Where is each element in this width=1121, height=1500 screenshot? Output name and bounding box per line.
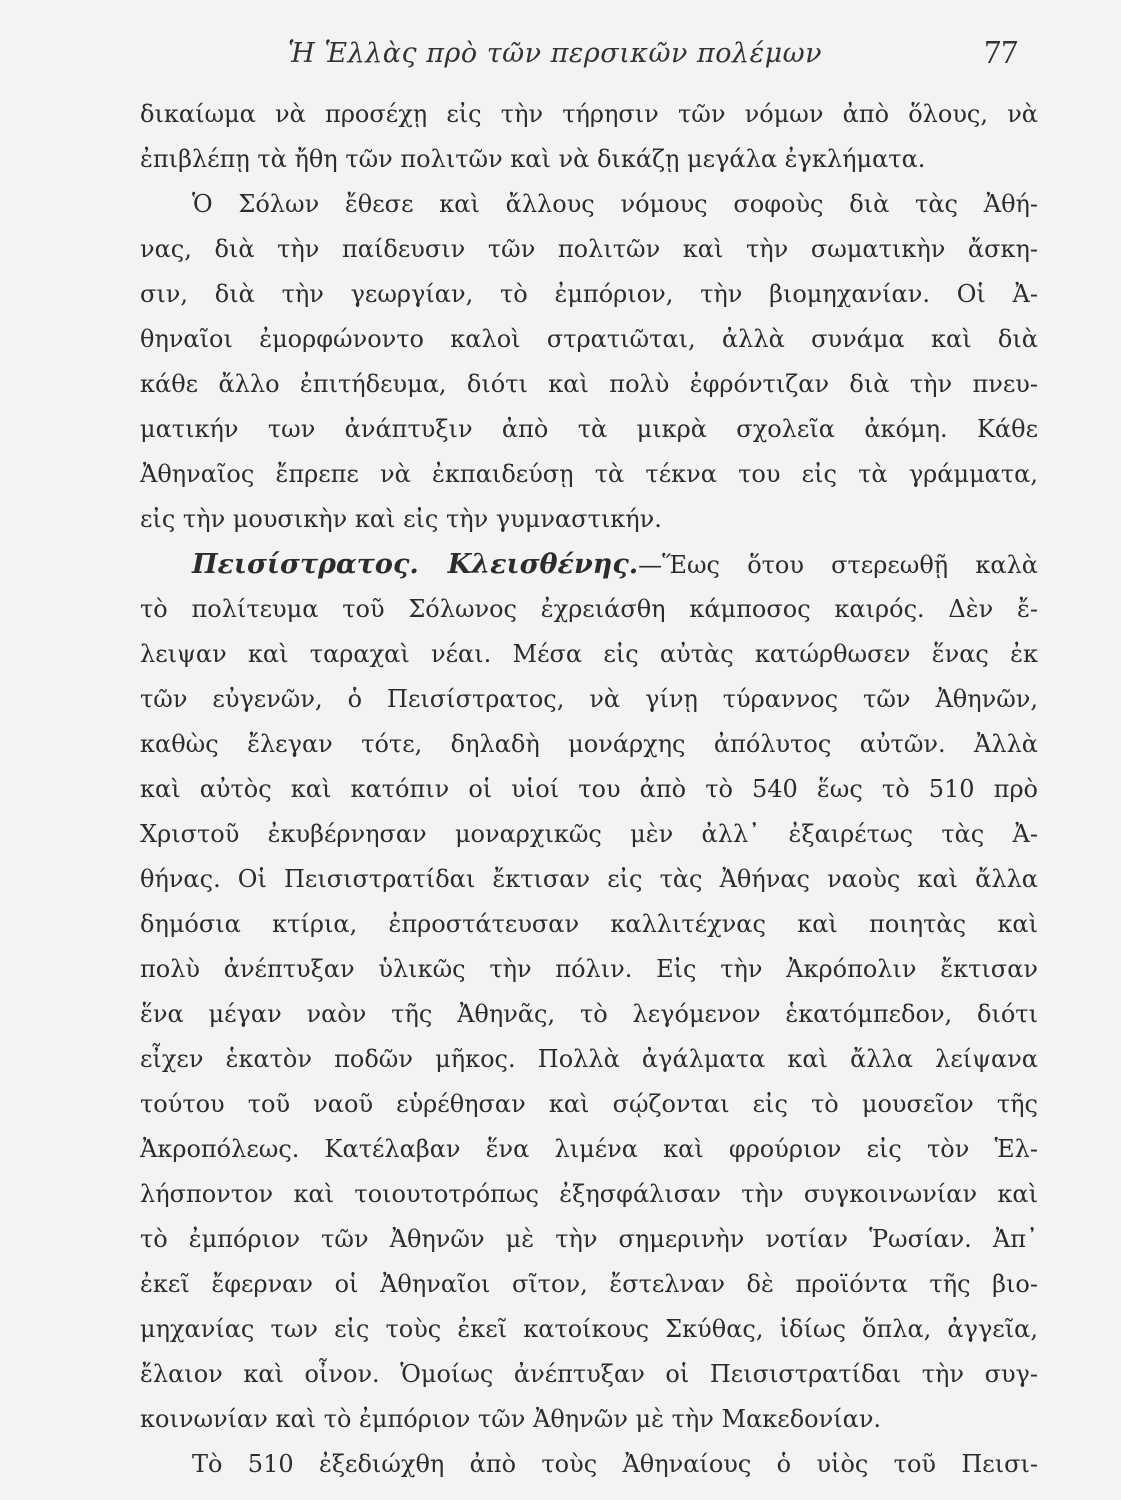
text-line: λήσποντον καὶ τοιουτοτρόπως ἐξησφάλισαν τὴν συγκοινωνίαν καὶ [140, 1180, 1038, 1208]
section-pisistratus [140, 542, 1038, 1442]
text-line: ματικήν των ἀνάπτυξιν ἀπὸ τὰ μικρὰ σχολεῖα ἀκόμη. Κάθε [140, 415, 1038, 443]
text-line: πολὺ ἀνέπτυξαν ὑλικῶς τὴν πόλιν. Εἰς τὴν Ἀκρόπολιν ἔκτισαν [140, 955, 1038, 983]
text-line: Ὁ Σόλων ἔθεσε καὶ ἄλλους νόμους σοφοὺς διὰ τὰς Ἀθή- [192, 190, 1038, 218]
text-line: λειψαν καὶ ταραχαὶ νέαι. Μέσα εἰς αὐτὰς κατώρθωσεν ἕνας ἐκ [140, 640, 1038, 668]
text-line: θήνας. Οἱ Πεισιστρατίδαι ἔκτισαν εἰς τὰς Ἀθήνας ναοὺς καὶ ἄλλα [140, 865, 1038, 893]
text-line: θηναῖοι ἐμορφώνοντο καλοὶ στρατιῶται, ἀλλὰ συνάμα καὶ διὰ [140, 325, 1038, 353]
text-line: Ἀκροπόλεως. Κατέλαβαν ἕνα λιμένα καὶ φρούριον εἰς τὸν Ἑλ- [140, 1135, 1038, 1163]
text-line: ἕνα μέγαν ναὸν τῆς Ἀθηνᾶς, τὸ λεγόμενον ἑκατόμπεδον, διότι [140, 1000, 1038, 1028]
paragraph-2 [140, 182, 1038, 542]
text-line: Ἀθηναῖος ἔπρεπε νὰ ἐκπαιδεύσῃ τὰ τέκνα του εἰς τὰ γράμματα, [140, 460, 1038, 488]
text-line: νας, διὰ τὴν παίδευσιν τῶν πολιτῶν καὶ τὴν σωματικὴν ἄσκη- [140, 235, 1038, 263]
text-line: δικαίωμα νὰ προσέχῃ εἰς τὴν τήρησιν τῶν νόμων ἀπὸ ὅλους, νὰ [140, 100, 1038, 128]
text-line: κάθε ἄλλο ἐπιτήδευμα, διότι καὶ πολὺ ἐφρόντιζαν διὰ τὴν πνευ- [140, 370, 1038, 398]
paragraph-4 [140, 1442, 1038, 1487]
text-line: ἔλαιον καὶ οἶνον. Ὁμοίως ἀνέπτυξαν οἱ Πεισιστρατίδαι τὴν συγ- [140, 1360, 1038, 1388]
text-line: εἶχεν ἑκατὸν ποδῶν μῆκος. Πολλὰ ἀγάλματα καὶ ἄλλα λείψανα [140, 1045, 1038, 1073]
paragraph-1 [140, 92, 1038, 182]
text-line: μηχανίας των εἰς τοὺς ἐκεῖ κατοίκους Σκύθας, ἰδίως ὅπλα, ἀγγεῖα, [140, 1315, 1038, 1343]
section-first-line [140, 542, 1038, 587]
text-line: τῶν εὐγενῶν, ὁ Πεισίστρατος, νὰ γίνῃ τύραννος τῶν Ἀθηνῶν, [140, 685, 1038, 713]
text-line: ἐκεῖ ἔφερναν οἱ Ἀθηναῖοι σῖτον, ἔστελναν δὲ προϊόντα τῆς βιο- [140, 1270, 1038, 1298]
text-line: κοινωνίαν καὶ τὸ ἐμπόριον τῶν Ἀθηνῶν μὲ τὴν Μακεδονίαν. [140, 1405, 882, 1433]
text-line: τὸ ἐμπόριον τῶν Ἀθηνῶν μὲ τὴν σημερινὴν νοτίαν Ῥωσίαν. Ἀπ᾽ [140, 1225, 1038, 1253]
body-text [140, 92, 1038, 1487]
section-first-line-text: —Ἕως ὅτου στερεωθῇ καλὰ [638, 551, 1038, 579]
text-line: ἐπιβλέπῃ τὰ ἤθη τῶν πολιτῶν καὶ νὰ δικάζῃ μεγάλα ἐγκλήματα. [140, 145, 926, 173]
page-number: 77 [984, 34, 1018, 71]
text-line: εἰς τὴν μουσικὴν καὶ εἰς τὴν γυμναστικήν. [140, 505, 662, 533]
text-line: καὶ αὐτὸς καὶ κατόπιν οἱ υἱοί του ἀπὸ τὸ 540 ἕως τὸ 510 πρὸ [140, 775, 1038, 803]
text-line: Χριστοῦ ἐκυβέρνησαν μοναρχικῶς μὲν ἀλλ᾽ ἐξαιρέτως τὰς Ἀ- [140, 820, 1038, 848]
text-line: δημόσια κτίρια, ἐπροστάτευσαν καλλιτέχνας καὶ ποιητὰς καὶ [140, 910, 1038, 938]
text-line: καθὼς ἔλεγαν τότε, δηλαδὴ μονάρχης ἀπόλυτος αὐτῶν. Ἀλλὰ [140, 730, 1038, 758]
text-line: τὸ πολίτευμα τοῦ Σόλωνος ἐχρειάσθη κάμποσος καιρός. Δὲν ἔ- [140, 595, 1038, 623]
text-line: σιν, διὰ τὴν γεωργίαν, τὸ ἐμπόριον, τὴν βιομηχανίαν. Οἱ Ἀ- [140, 280, 1038, 308]
text-line: Τὸ 510 ἐξεδιώχθη ἀπὸ τοὺς Ἀθηναίους ὁ υἱὸς τοῦ Πεισι- [192, 1450, 1038, 1478]
text-line: τούτου τοῦ ναοῦ εὑρέθησαν καὶ σῴζονται εἰς τὸ μουσεῖον τῆς [140, 1090, 1038, 1118]
section-heading: Πεισίστρατος. Κλεισθένης. [192, 549, 639, 580]
running-title: Ἡ Ἑλλὰς πρὸ τῶν περσικῶν πολέμων [288, 38, 823, 69]
page-header [140, 34, 1030, 84]
